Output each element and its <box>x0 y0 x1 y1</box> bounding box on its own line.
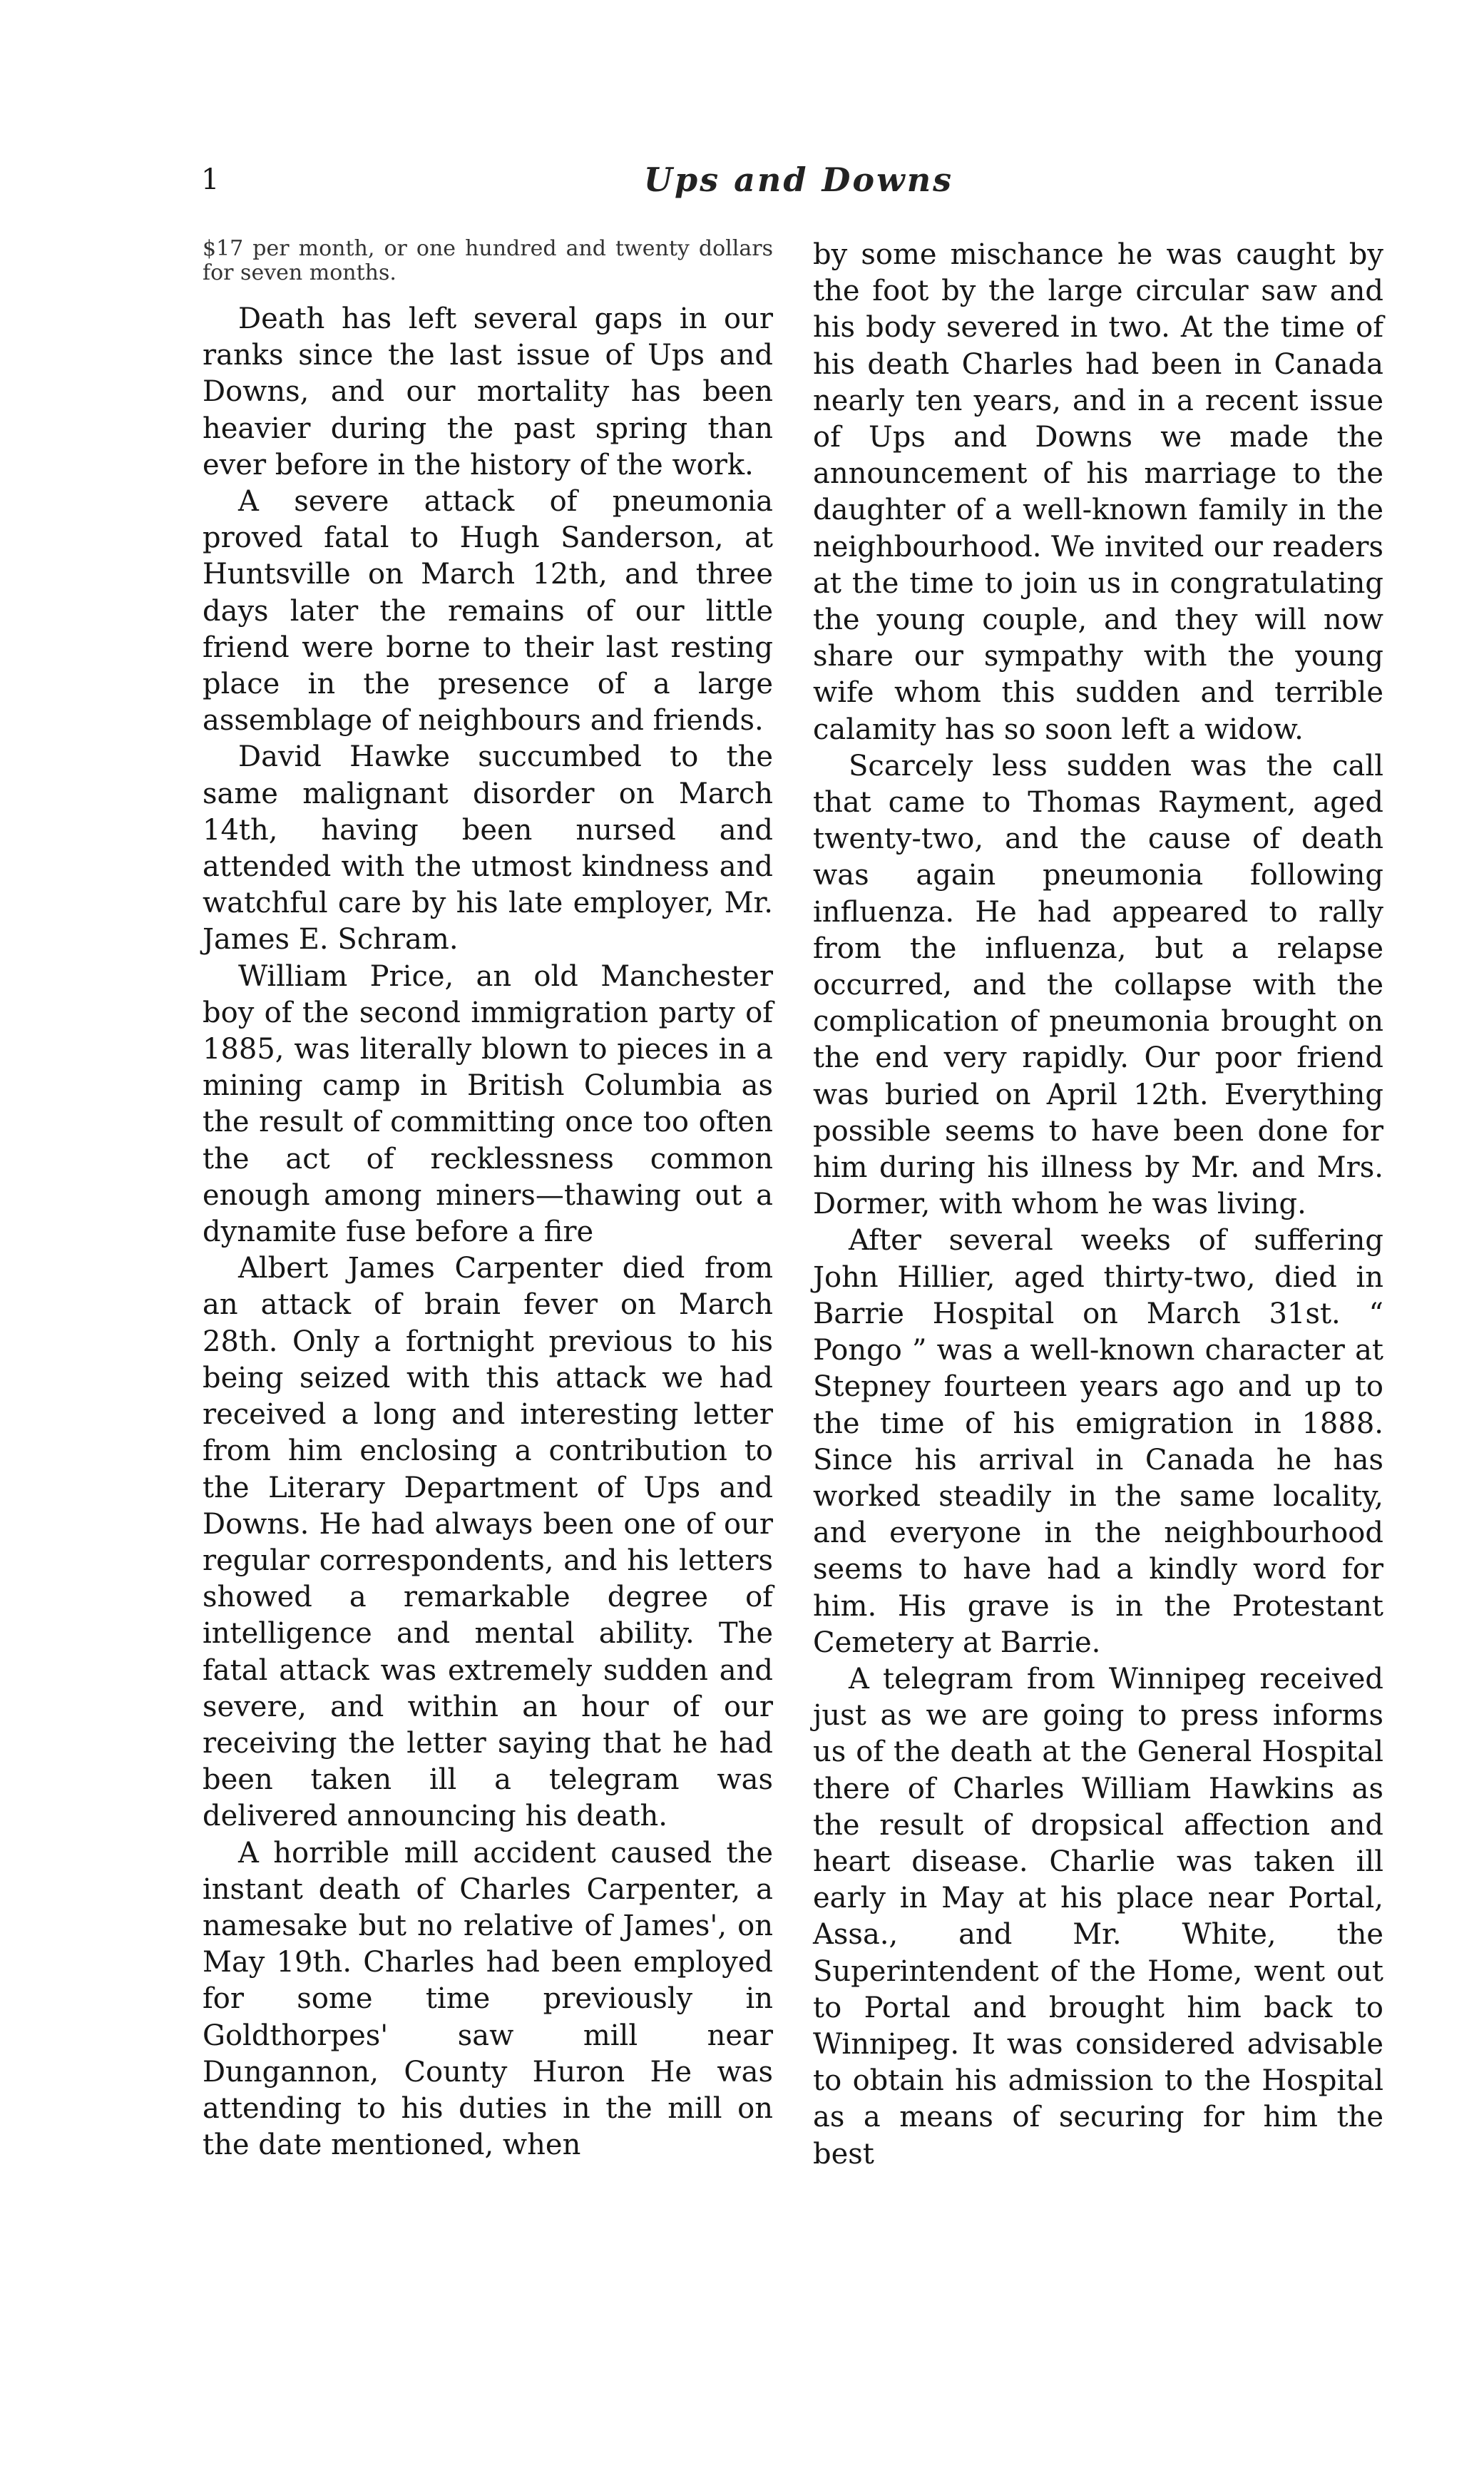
paragraph: A severe attack of pneumonia proved fatal to Hugh Sanderson, at Huntsville on March 12th, and three days later the remains of our little friend were borne to their last resting place in the presence of a large assemblage of neighbours and friends. <box>203 485 773 738</box>
paragraph: David Hawke succumbed to the same malignant disorder on March 14th, having been nursed and attended with the utmost kindness and watchful care by his late employer, Mr. James E. Schram. <box>203 740 773 957</box>
running-head-title: Ups and Downs <box>643 160 954 199</box>
page-number: 1 <box>201 163 220 196</box>
paragraph-continued: by some mischance he was caught by the foot by the large circular saw and his body severed in two. At the time of his death Charles had been in Canada nearly ten years, and in a recent issue of Ups and Downs we made the announcement of his marriage to the daughter of a well-known family in the neighbourhood. We invited our readers at the time to join us in congratulating the young couple, and they will now share our sympathy with the young wife whom this sudden and terrible calamity has so soon left a widow. <box>813 238 1383 746</box>
right-column <box>813 237 1383 2173</box>
paragraph: A telegram from Winnipeg received just as we are going to press informs us of the death at the General Hospital there of Charles William Hawkins as the result of dropsical affection and heart disease. Charlie was taken ill early in May at his place near Portal, Assa., and Mr. White, the Superintendent of the Home, went out to Portal and brought him back to Winnipeg. It was considered advisable to obtain his admission to the Hospital as a means of securing for him the best <box>813 1662 1383 2171</box>
paragraph: William Price, an old Manchester boy of the second immigration party of 1885, was literally blown to pieces in a mining camp in British Columbia as the result of committing once too often the act of recklessness common enough among miners—thawing out a dynamite fuse before a fire <box>203 959 773 1249</box>
paragraph-continued: $17 per month, or one hundred and twenty dollars for seven months. <box>203 236 773 285</box>
paragraph: A horrible mill accident caused the instant death of Charles Carpenter, a namesake but no relative of James', on May 19th. Charles had been employed for some time previously in Goldthorpes' saw mill near Dungannon, County Huron He was attending to his duties in the mill on the date mentioned, when <box>203 1836 773 2162</box>
running-head <box>0 158 1484 201</box>
paragraph: Death has left several gaps in our ranks since the last issue of Ups and Downs, and our mortality has been heavier during the past spring than ever before in the history of the work. <box>203 302 773 481</box>
paragraph: After several weeks of suffering John Hillier, aged thirty-two, died in Barrie Hospital on March 31st. “ Pongo ” was a well-known character at Stepney fourteen years ago and up to the time of his emigration in 1888. Since his arrival in Canada he has worked steadily in the same locality, and everyone in the neighbourhood seems to have had a kindly word for him. His grave is in the Protestant Cemetery at Barrie. <box>813 1224 1383 1659</box>
left-column <box>203 237 773 2163</box>
paragraph: Albert James Carpenter died from an attack of brain fever on March 28th. Only a fortnight previous to his being seized with this attack we had received a long and interesting letter from him enclosing a contribution to the Literary Department of Ups and Downs. He had always been one of our regular correspondents, and his letters showed a remarkable degree of intelligence and mental ability. The fatal attack was extremely sudden and severe, and within an hour of our receiving the letter saying that he had been taken ill a telegram was delivered announcing his death. <box>203 1252 773 1833</box>
paragraph: Scarcely less sudden was the call that came to Thomas Rayment, aged twenty-two, and the cause of death was again pneumonia following influenza. He had appeared to rally from the influenza, but a relapse occurred, and the collapse with the complication of pneumonia brought on the end very rapidly. Our poor friend was buried on April 12th. Everything possible seems to have been done for him during his illness by Mr. and Mrs. Dormer, with whom he was living. <box>813 749 1383 1221</box>
